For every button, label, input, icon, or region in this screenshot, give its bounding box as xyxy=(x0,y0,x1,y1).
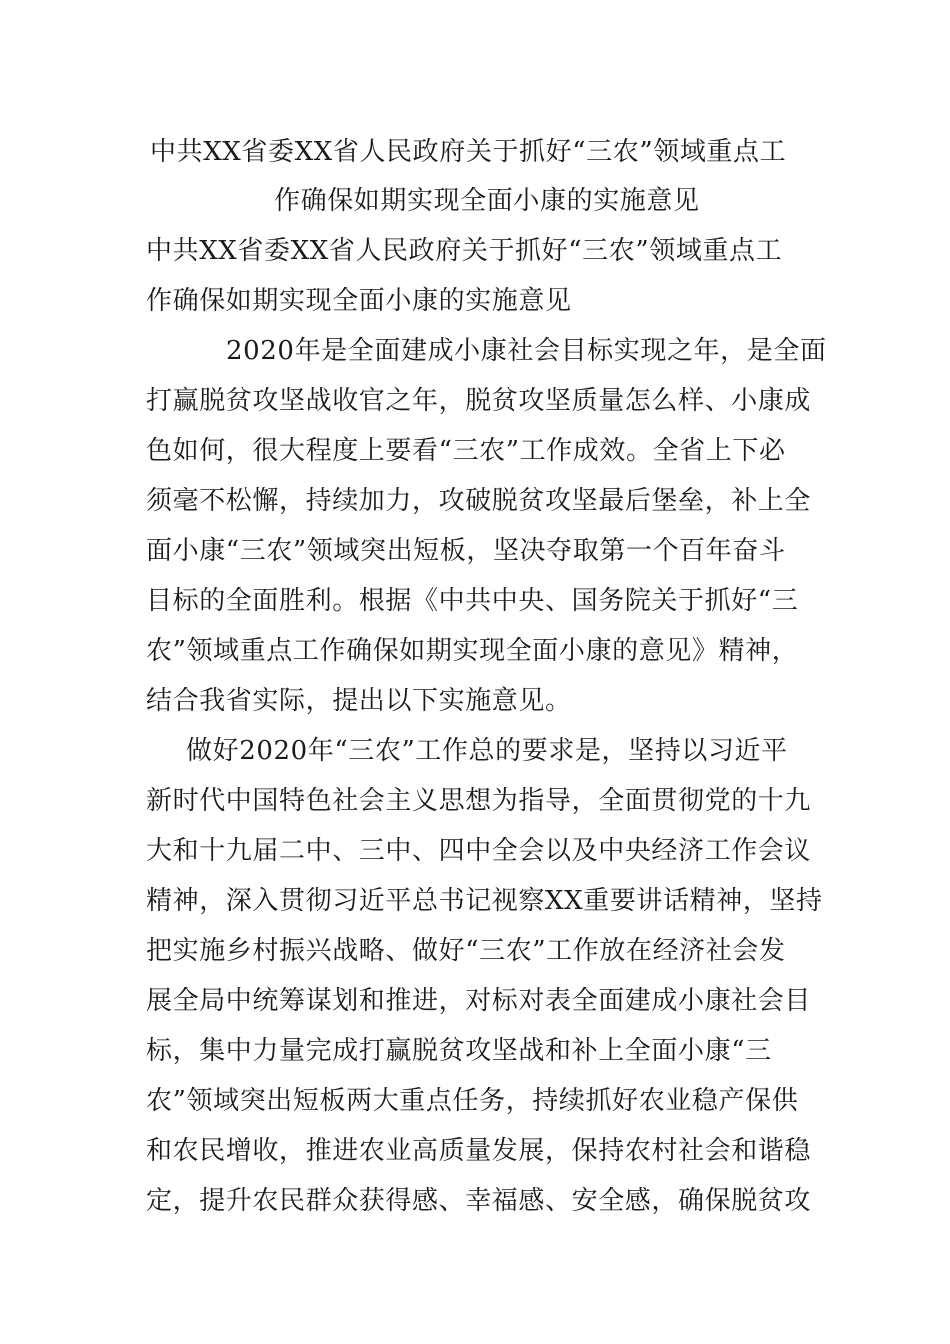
paragraph-1-line: 2020年是全面建成小康社会目标实现之年，是全面 xyxy=(226,336,827,366)
paragraph-2-line: 把实施乡村振兴战略、做好“三农”工作放在经济社会发 xyxy=(146,936,786,966)
document-title-line-1: 中共XX省委XX省人民政府关于抓好“三农”领域重点工 xyxy=(150,137,787,167)
subtitle-line-2: 作确保如期实现全面小康的实施意见 xyxy=(146,286,572,316)
paragraph-1-line: 面小康“三农”领域突出短板，坚决夺取第一个百年奋斗 xyxy=(146,536,786,566)
paragraph-1-line: 农”领域重点工作确保如期实现全面小康的意见》精神， xyxy=(146,636,799,666)
subtitle-line-1: 中共XX省委XX省人民政府关于抓好“三农”领域重点工 xyxy=(146,236,783,266)
paragraph-2-line: 展全局中统筹谋划和推进，对标对表全面建成小康社会目 xyxy=(146,986,812,1016)
paragraph-2-line: 做好2020年“三农”工作总的要求是，坚持以习近平 xyxy=(186,736,788,766)
paragraph-1-line: 目标的全面胜利。根据《中共中央、国务院关于抓好“三 xyxy=(146,586,799,616)
paragraph-2-line: 农”领域突出短板两大重点任务，持续抓好农业稳产保供 xyxy=(146,1086,799,1116)
paragraph-2-line: 标，集中力量完成打赢脱贫攻坚战和补上全面小康“三 xyxy=(146,1036,772,1066)
paragraph-2-line: 新时代中国特色社会主义思想为指导，全面贯彻党的十九 xyxy=(146,786,812,816)
paragraph-1-line: 色如何，很大程度上要看“三农”工作成效。全省上下必 xyxy=(146,436,786,466)
paragraph-1-line: 须毫不松懈，持续加力，攻破脱贫攻坚最后堡垒，补上全 xyxy=(146,486,812,516)
document-title-line-2: 作确保如期实现全面小康的实施意见 xyxy=(274,186,700,216)
paragraph-2-line: 定，提升农民群众获得感、幸福感、安全感，确保脱贫攻 xyxy=(146,1186,812,1216)
paragraph-2-line: 大和十九届二中、三中、四中全会以及中央经济工作会议 xyxy=(146,836,812,866)
paragraph-1-line: 结合我省实际，提出以下实施意见。 xyxy=(146,686,572,716)
paragraph-1-line: 打赢脱贫攻坚战收官之年，脱贫攻坚质量怎么样、小康成 xyxy=(146,386,812,416)
paragraph-2-line: 精神，深入贯彻习近平总书记视察XX重要讲话精神，坚持 xyxy=(146,886,823,916)
paragraph-2-line: 和农民增收，推进农业高质量发展，保持农村社会和谐稳 xyxy=(146,1136,812,1166)
